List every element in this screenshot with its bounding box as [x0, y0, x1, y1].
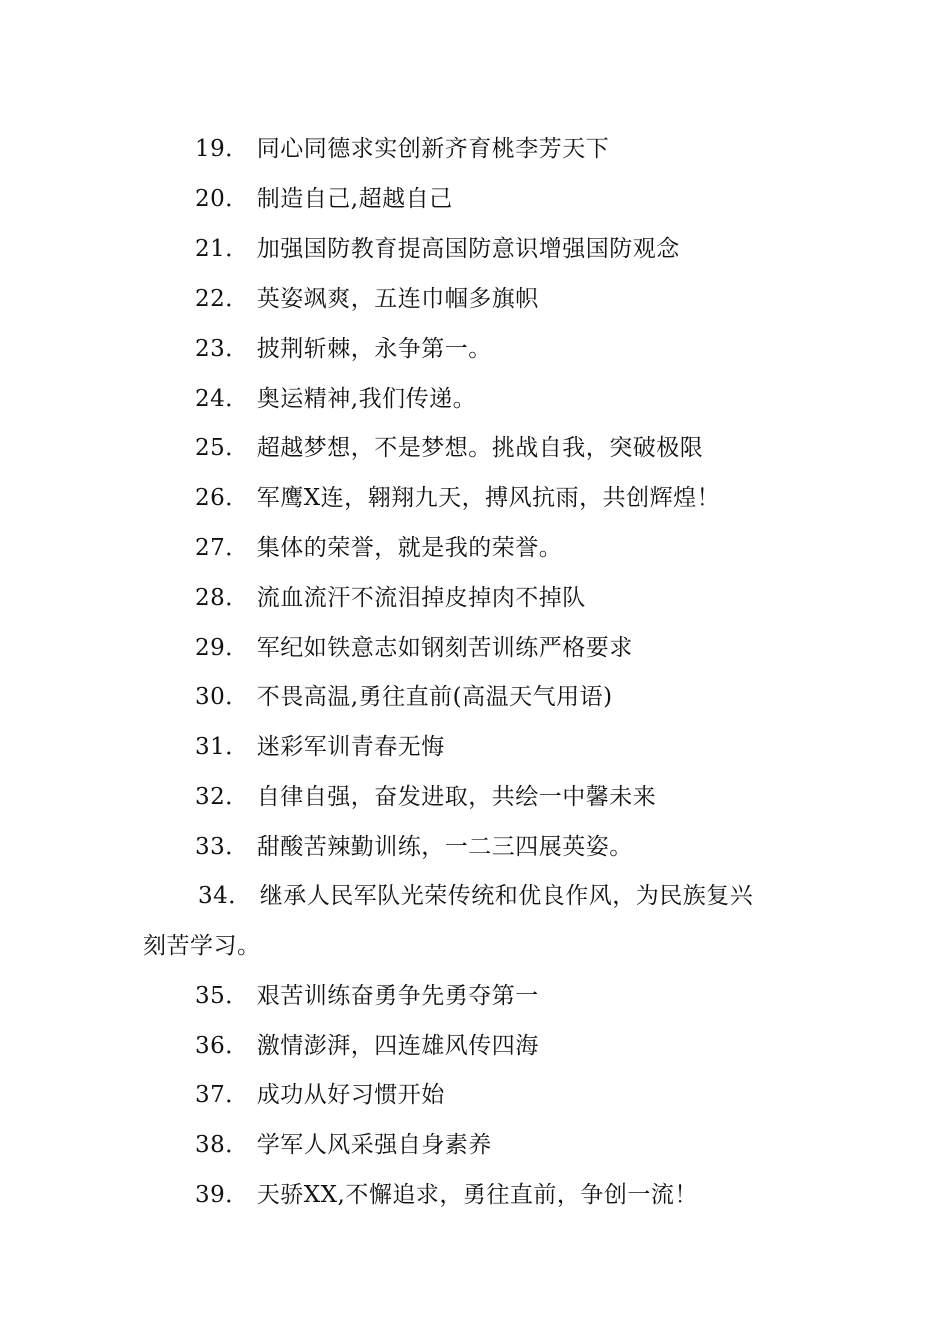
list-item — [195, 234, 680, 264]
item-number: 30． — [195, 684, 249, 710]
list-item — [195, 1031, 539, 1061]
list-item — [195, 533, 562, 563]
list-item — [195, 732, 445, 762]
item-number: 26． — [195, 485, 249, 511]
item-text: 军鹰X连，翱翔九天，搏风抗雨，共创辉煌！ — [256, 485, 721, 511]
item-text: 成功从好习惯开始 — [256, 1082, 445, 1108]
item-number: 29． — [195, 635, 249, 661]
list-item — [195, 384, 476, 414]
item-text: 军纪如铁意志如钢刻苦训练严格要求 — [256, 635, 633, 661]
item-number: 39． — [195, 1182, 249, 1208]
item-text: 迷彩军训青春无悔 — [256, 734, 445, 760]
item-text: 制造自己,超越自己 — [256, 186, 453, 212]
item-number: 38． — [195, 1132, 249, 1158]
list-item — [195, 782, 656, 812]
list-item — [195, 284, 539, 314]
item-number: 19． — [195, 136, 249, 162]
list-item — [195, 184, 453, 214]
item-number: 22． — [195, 286, 249, 312]
item-number: 35． — [195, 983, 249, 1009]
item-text: 集体的荣誉，就是我的荣誉。 — [256, 535, 563, 561]
item-text: 甜酸苦辣勤训练，一二三四展英姿。 — [256, 834, 633, 860]
item-text: 自律自强，奋发进取，共绘一中馨未来 — [256, 784, 657, 810]
item-number: 20． — [195, 186, 249, 212]
item-number: 21． — [195, 236, 249, 262]
item-text: 学军人风采强自身素养 — [256, 1132, 492, 1158]
item-number: 28． — [195, 585, 249, 611]
item-text: 披荆斩棘，永争第一。 — [256, 336, 492, 362]
list-item — [195, 633, 633, 663]
item-text: 超越梦想，不是梦想。挑战自我，突破极限 — [256, 435, 704, 461]
list-item — [195, 682, 613, 712]
list-item-continuation — [143, 931, 261, 961]
list-item — [195, 334, 492, 364]
item-text: 奥运精神,我们传递。 — [256, 386, 477, 412]
list-item — [195, 433, 703, 463]
list-item — [195, 134, 609, 164]
list-item — [195, 1180, 698, 1210]
item-text: 继承人民军队光荣传统和优良作风，为民族复兴 — [259, 883, 754, 909]
list-item — [195, 1130, 492, 1160]
list-item — [195, 832, 633, 862]
item-number: 24． — [195, 386, 249, 412]
list-item — [195, 981, 539, 1011]
list-item — [195, 483, 720, 513]
item-number: 34． — [198, 883, 252, 909]
item-text: 不畏高温,勇往直前(高温天气用语) — [256, 684, 613, 710]
item-text: 激情澎湃，四连雄风传四海 — [256, 1033, 539, 1059]
item-number: 27． — [195, 535, 249, 561]
item-text-continuation: 刻苦学习。 — [143, 933, 261, 959]
item-number: 32． — [195, 784, 249, 810]
item-text: 天骄XX,不懈追求，勇往直前，争创一流！ — [256, 1182, 698, 1208]
list-item — [195, 1080, 445, 1110]
item-text: 英姿飒爽，五连巾帼多旗帜 — [256, 286, 539, 312]
item-number: 31． — [195, 734, 249, 760]
item-text: 同心同德求实创新齐育桃李芳天下 — [256, 136, 610, 162]
list-item — [198, 881, 753, 911]
item-text: 加强国防教育提高国防意识增强国防观念 — [256, 236, 680, 262]
item-number: 25． — [195, 435, 249, 461]
list-item — [195, 583, 586, 613]
item-number: 37． — [195, 1082, 249, 1108]
item-number: 23． — [195, 336, 249, 362]
item-text: 流血流汗不流泪掉皮掉肉不掉队 — [256, 585, 586, 611]
item-text: 艰苦训练奋勇争先勇夺第一 — [256, 983, 539, 1009]
item-number: 33． — [195, 834, 249, 860]
item-number: 36． — [195, 1033, 249, 1059]
